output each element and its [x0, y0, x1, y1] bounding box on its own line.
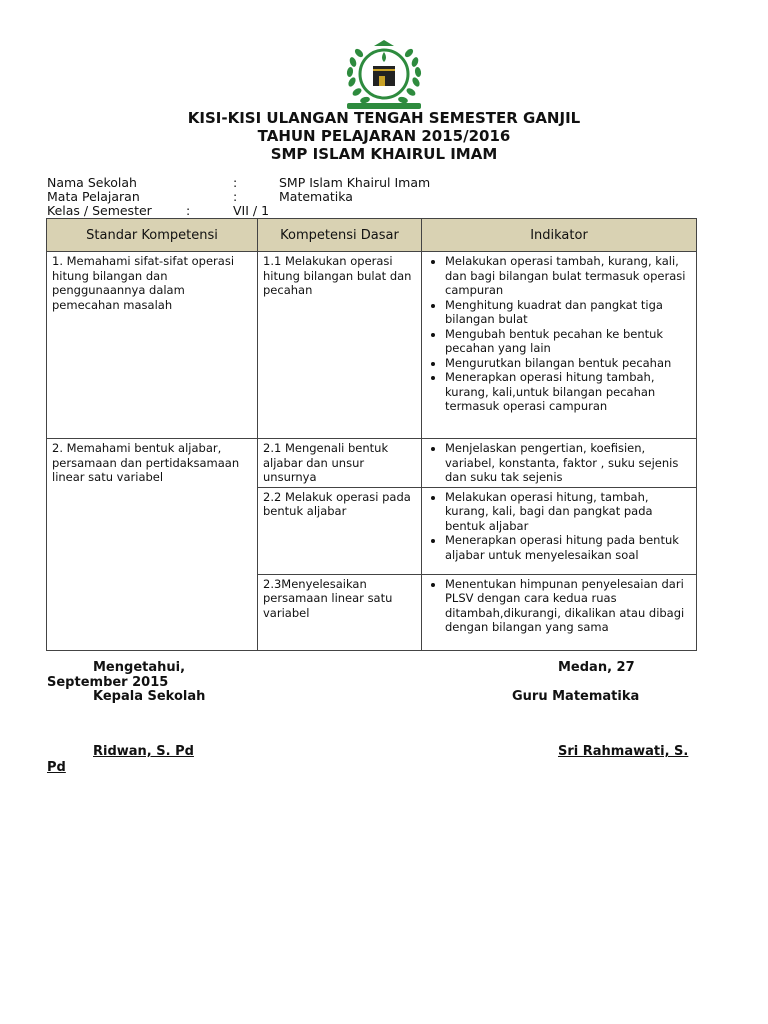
- indicator-item: • Menjelaskan pengertian, koefisien, variabel, konstanta, faktor , suku sejenis dan suku tak sejenis: [445, 441, 691, 485]
- indicator-item: • Melakukan operasi hitung, tambah, kurang, kali, bagi dan pangkat pada bentuk aljabar: [445, 490, 691, 534]
- school-value: SMP Islam Khairul Imam: [279, 175, 431, 190]
- kd-cell: 1.1 Melakukan operasi hitung bilangan bulat dan pecahan: [258, 252, 422, 439]
- indicator-item: • Menerapkan operasi hitung tambah, kurang, kali,untuk bilangan pecahan termasuk operasi campuran: [445, 370, 691, 414]
- principal-role: Kepala Sekolah: [93, 689, 206, 704]
- indicator-item: • Mengubah bentuk pecahan ke bentuk pecahan yang lain: [445, 327, 691, 356]
- school-colon: :: [233, 175, 238, 190]
- school-name-title: SMP ISLAM KHAIRUL IMAM: [270, 145, 498, 163]
- document-title: KISI-KISI ULANGAN TENGAH SEMESTER GANJIL: [187, 109, 581, 127]
- teacher-name-continuation: Pd: [47, 760, 66, 775]
- indicator-item: • Menentukan himpunan penyelesaian dari PLSV dengan cara kedua ruas ditambah,dikurangi, dikalikan atau dibagi dengan bilangan yang sama: [445, 577, 691, 635]
- kd-cell: 2.2 Melakuk operasi pada bentuk aljabar: [258, 487, 422, 574]
- academic-year: TAHUN PELAJARAN 2015/2016: [257, 127, 511, 145]
- sk-cell: 1. Memahami sifat-sifat operasi hitung bilangan dan penggunaannya dalam pemecahan masalah: [47, 252, 258, 439]
- kd-cell: 2.3Menyelesaikan persamaan linear satu variabel: [258, 574, 422, 650]
- competency-table: [46, 218, 697, 651]
- table-header-row: [47, 219, 697, 252]
- class-label: Kelas / Semester: [47, 203, 152, 218]
- school-info-row: [47, 175, 431, 190]
- subject-value: Matematika: [279, 189, 353, 204]
- subject-colon: :: [233, 189, 238, 204]
- acknowledge-label: Mengetahui,: [93, 660, 186, 675]
- subject-label: Mata Pelajaran: [47, 189, 140, 204]
- table-row: [47, 252, 697, 439]
- indicator-item: • Menghitung kuadrat dan pangkat tiga bilangan bulat: [445, 298, 691, 327]
- indicator-item: • Melakukan operasi tambah, kurang, kali, dan bagi bilangan bulat termasuk operasi campuran: [445, 254, 691, 298]
- date-continuation: September 2015: [47, 675, 169, 690]
- header-standar-kompetensi: Standar Kompetensi: [47, 219, 258, 252]
- class-info-row: [47, 203, 270, 218]
- indicator-cell: [422, 487, 697, 574]
- school-emblem-icon: [343, 38, 425, 112]
- indicator-cell: [422, 252, 697, 439]
- header-indikator: Indikator: [422, 219, 697, 252]
- header-kompetensi-dasar: Kompetensi Dasar: [258, 219, 422, 252]
- kd-cell: 2.1 Mengenali bentuk aljabar dan unsur unsurnya: [258, 439, 422, 488]
- class-colon: :: [186, 203, 191, 218]
- indicator-item: • Mengurutkan bilangan bentuk pecahan: [445, 356, 691, 371]
- indicator-item: • Menerapkan operasi hitung pada bentuk aljabar untuk menyelesaikan soal: [445, 533, 691, 562]
- teacher-role: Guru Matematika: [512, 689, 640, 704]
- table-row: [47, 439, 697, 488]
- subject-info-row: [47, 189, 353, 204]
- school-label: Nama Sekolah: [47, 175, 137, 190]
- sk-cell: 2. Memahami bentuk aljabar, persamaan dan pertidaksamaan linear satu variabel: [47, 439, 258, 651]
- indicator-cell: [422, 439, 697, 488]
- class-value: VII / 1: [233, 203, 270, 218]
- principal-name: Ridwan, S. Pd: [93, 744, 194, 759]
- teacher-name: Sri Rahmawati, S.: [558, 744, 689, 759]
- place-date: Medan, 27: [558, 660, 635, 675]
- indicator-cell: [422, 574, 697, 650]
